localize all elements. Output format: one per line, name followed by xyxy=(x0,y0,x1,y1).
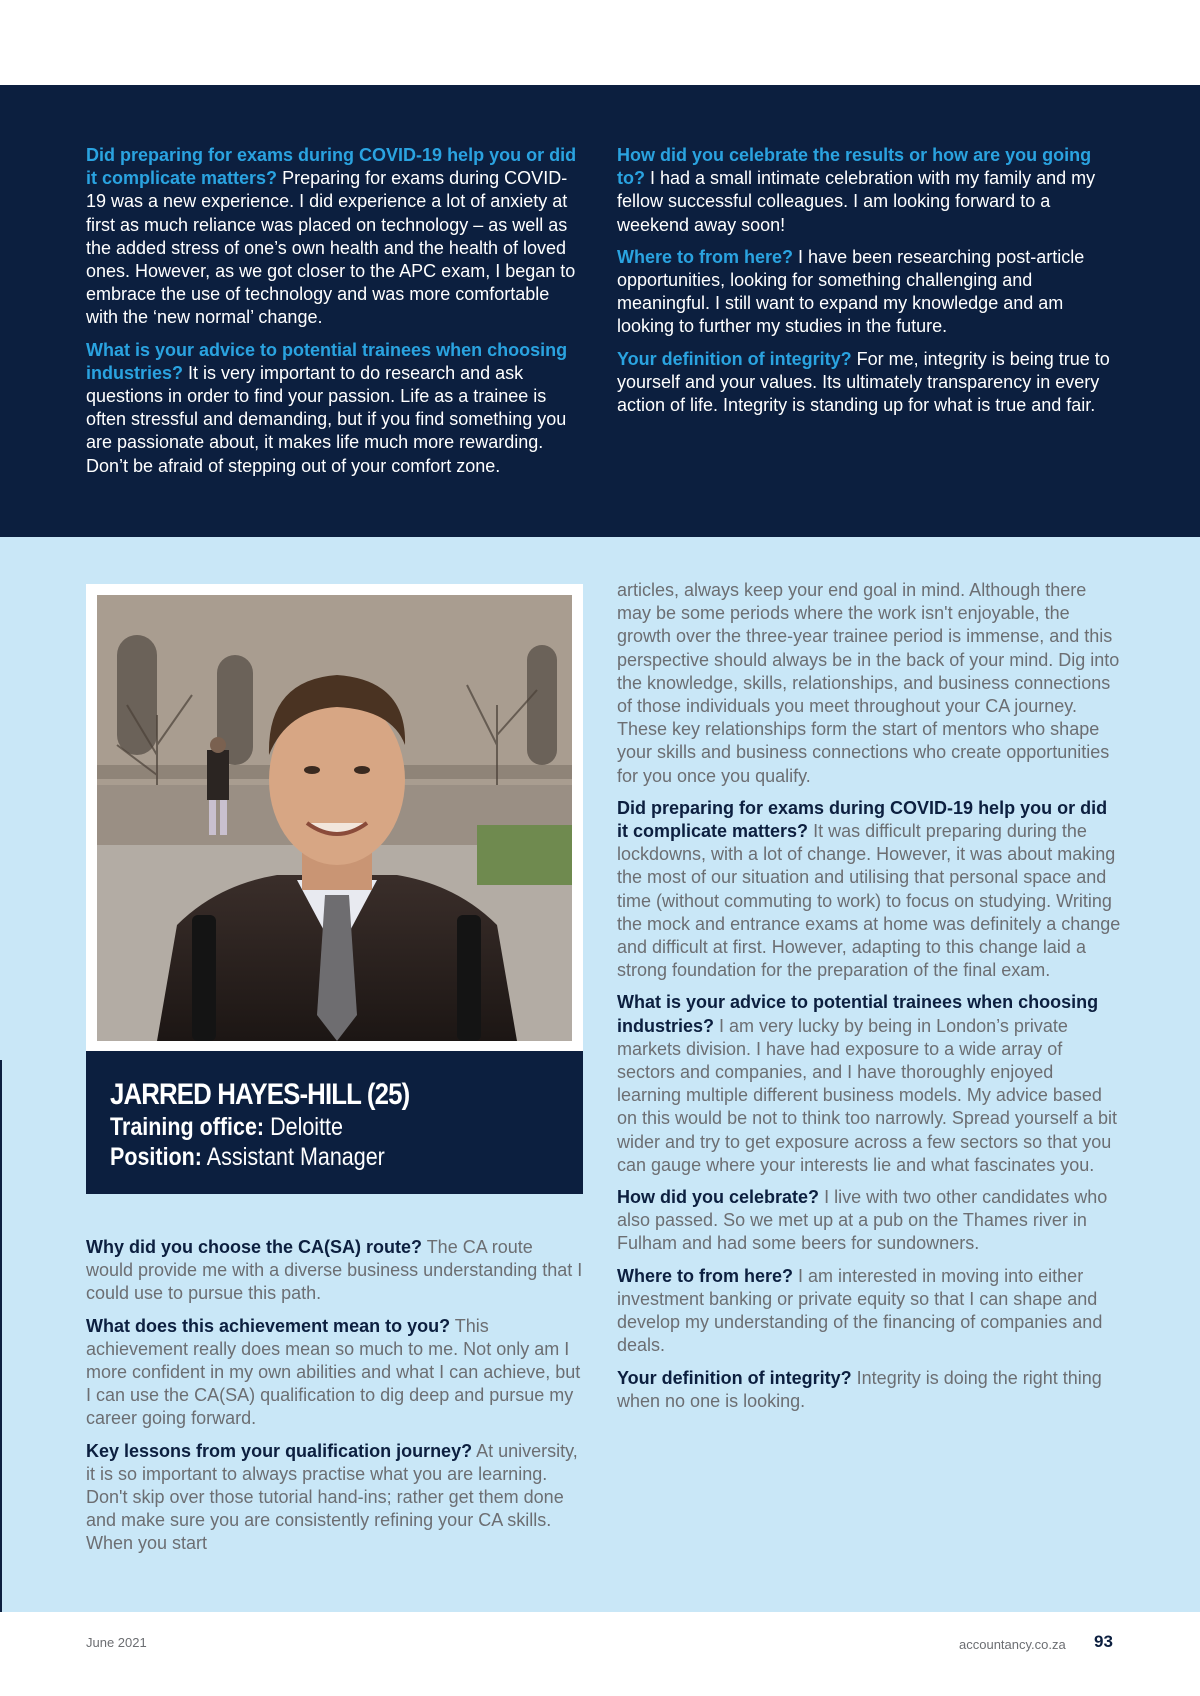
answer: I am interested in moving into either investment banking or private equity so that I can shape and develop my understanding of the financing of companies and deals. xyxy=(617,1265,1103,1356)
answer: I have been researching post-article opportunities, looking for something challenging and meaningful. I still want to expand my knowledge and am looking to further my studies in the future. xyxy=(617,246,1085,337)
qa-paragraph xyxy=(86,144,586,330)
answer: Preparing for exams during COVID-19 was a new experience. I did experience a lot of anxiety at first as much reliance was placed on technology – as well as the added stress of one’s own health and the health of loved ones. However, as we got closer to the APC exam, I began to embrace the use of technology and was more comfortable with the ‘new normal’ change. xyxy=(86,168,576,328)
qa-paragraph xyxy=(617,348,1117,418)
position-line xyxy=(110,1142,496,1172)
qa-paragraph xyxy=(86,339,586,478)
page-number: 93 xyxy=(1094,1632,1113,1651)
profile-caption xyxy=(86,1051,583,1194)
position-label: Position: xyxy=(110,1143,202,1171)
qa-paragraph xyxy=(86,1440,583,1556)
qa-paragraph xyxy=(617,246,1117,339)
question: Why did you choose the CA(SA) route? xyxy=(86,1237,422,1257)
left-edge-rule xyxy=(0,1060,2,1612)
profile-name: JARRED HAYES-HILL (25) xyxy=(110,1078,410,1111)
qa-paragraph xyxy=(86,1315,583,1431)
question: Where to from here? xyxy=(617,246,794,267)
answer: I live with two other candidates who also passed. So we met up at a pub on the Thames river in Fulham and had some beers for sundowners. xyxy=(617,1187,1108,1254)
footer-date: June 2021 xyxy=(86,1635,147,1650)
qa-paragraph xyxy=(617,1265,1122,1358)
training-office-line xyxy=(110,1112,496,1142)
answer: This achievement really does mean so much to me. Not only am I more confident in my own abilities and what I can achieve, but I can use the CA(SA) qualification to dig deep and pursue my career going forward. xyxy=(86,1315,581,1429)
qa-paragraph xyxy=(617,797,1122,983)
answer: Integrity is doing the right thing when no one is looking. xyxy=(617,1367,1102,1411)
qa-paragraph xyxy=(617,1367,1122,1413)
question: What is your advice to potential trainees when choosing industries? xyxy=(617,992,1099,1036)
qa-paragraph xyxy=(617,991,1122,1177)
answer: It is very important to do research and ask questions in order to find your passion. Life as a trainee is often stressful and demanding, but if you find something you are passionate about, it makes life much more rewarding. Don’t be afraid of stepping out of your comfort zone. xyxy=(86,362,567,476)
question: Your definition of integrity? xyxy=(617,1367,852,1388)
question: How did you celebrate? xyxy=(617,1187,820,1208)
top-left-column xyxy=(86,144,586,487)
qa-paragraph xyxy=(617,144,1117,237)
question: Your definition of integrity? xyxy=(617,348,852,369)
position-value: Assistant Manager xyxy=(206,1143,385,1171)
answer: It was difficult preparing during the lockdowns, with a lot of change. However, it was about making the most of our situation and utilising that personal space and time (without commuting to work) to focus on studying. Writing the mock and entrance exams at home was definitely a change and difficult at first. However, adapting to this change laid a strong foundation for the preparation of the final exam. xyxy=(617,821,1121,981)
question: What is your advice to potential trainees when choosing industries? xyxy=(86,339,568,383)
bottom-right-column xyxy=(617,579,1122,1422)
question: How did you celebrate the results or how are you going to? xyxy=(617,145,1092,189)
top-right-column xyxy=(617,144,1117,426)
bottom-left-column xyxy=(86,1236,583,1565)
answer: I had a small intimate celebration with my family and my fellow successful colleagues. I am looking forward to a weekend away soon! xyxy=(617,168,1096,235)
qa-paragraph xyxy=(617,1186,1122,1256)
portrait-photo xyxy=(97,595,572,1041)
question: Key lessons from your qualification journey? xyxy=(86,1440,473,1461)
continued-paragraph: articles, always keep your end goal in mind. Although there may be some periods where the work isn't enjoyable, the growth over the three-year trainee period is immense, and this perspective should always be in the back of your mind. Dig into the knowledge, skills, relationships, and business connections of those individuals you meet throughout your CA journey. These key relationships form the start of mentors who shape your skills and business connections who create opportunities for you once you qualify. xyxy=(617,580,1120,786)
footer-website: accountancy.co.za xyxy=(959,1637,1066,1652)
question: Where to from here? xyxy=(617,1265,794,1286)
portrait-photo-frame xyxy=(86,584,583,1051)
answer: For me, integrity is being true to yourself and your values. Its ultimately transparency in every action of life. Integrity is standing up for what is true and fair. xyxy=(617,348,1110,416)
training-office-value: Deloitte xyxy=(270,1113,343,1141)
question: What does this achievement mean to you? xyxy=(86,1315,451,1336)
answer: The CA route would provide me with a diverse business understanding that I could use to pursue this path. xyxy=(86,1237,583,1304)
answer: I am very lucky by being in London’s private markets division. I have had exposure to a wide array of sectors and companies, and I have thoroughly enjoyed learning multiple different business models. My advice based on this would be not to think too narrowly. Spread yourself a bit wider and try to get exposure across a few sectors so that you can gauge where your interests lie and what fascinates you. xyxy=(617,1015,1117,1175)
qa-paragraph xyxy=(86,1236,583,1306)
question: Did preparing for exams during COVID-19 help you or did it complicate matters? xyxy=(86,145,577,189)
question: Did preparing for exams during COVID-19 help you or did it complicate matters? xyxy=(617,797,1108,842)
training-office-label: Training office: xyxy=(110,1113,265,1141)
answer: At university, it is so important to always practise what you are learning. Don't skip over those tutorial hand-ins; rather get them done and make sure you are consistently refining your CA skills. When you start xyxy=(86,1440,578,1554)
